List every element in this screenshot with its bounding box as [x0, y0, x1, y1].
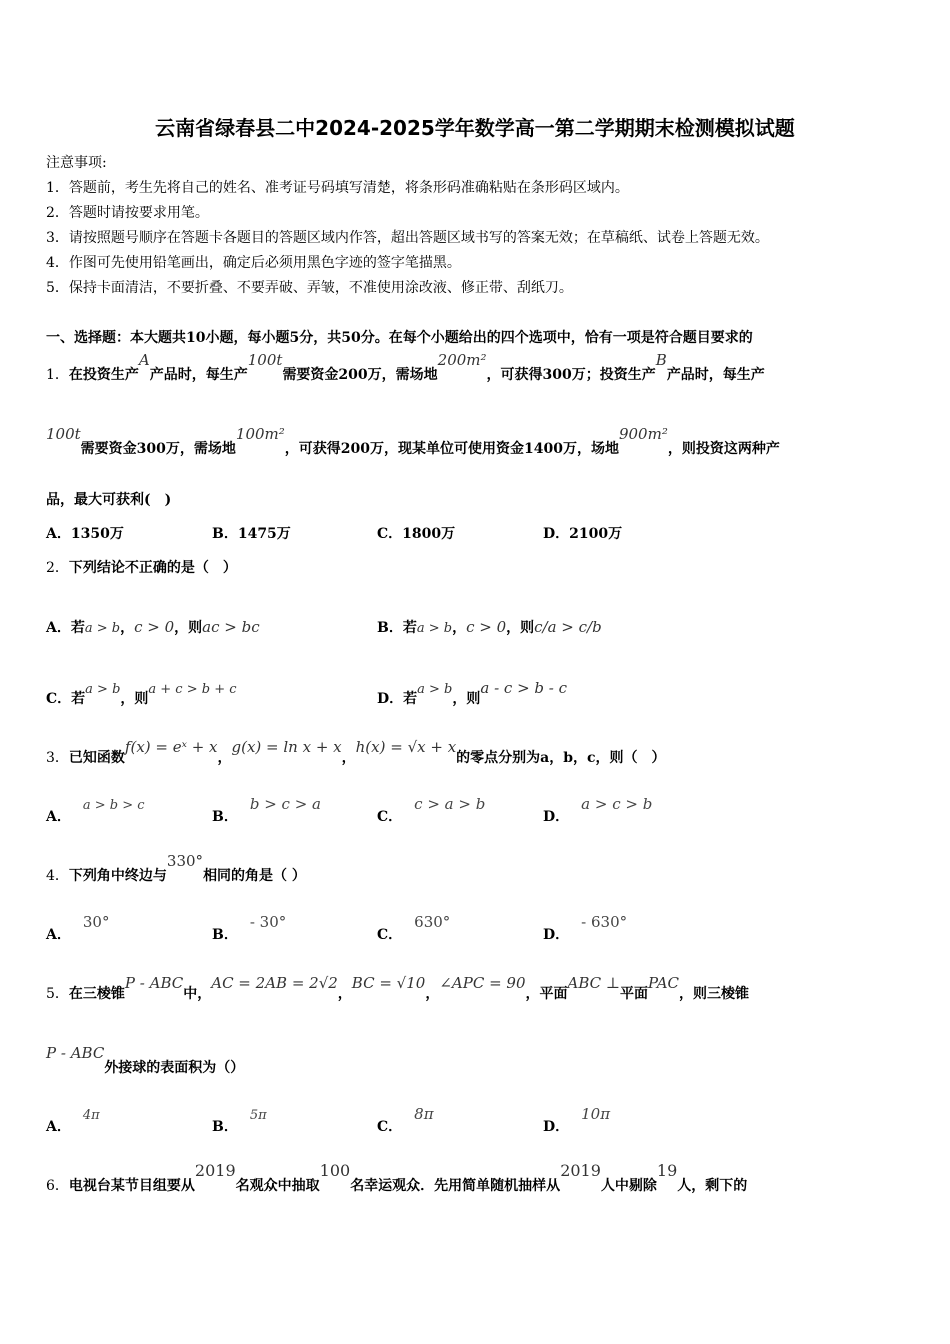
q4-text: 下列角中终边与: [68, 868, 167, 884]
q1-text: ，可获得200万，现某单位可使用资金1400万，场地: [284, 441, 619, 457]
q5-text: ，: [425, 986, 440, 1002]
option-label: A．: [46, 809, 71, 825]
q4-option-b: [212, 913, 287, 944]
question-1-line-1: [46, 351, 765, 384]
q3-text: 已知函数: [68, 750, 125, 766]
math-expr: 100t: [247, 351, 283, 369]
notice-item-3: 3．请按照题号顺序在答题卡各题目的答题区域内作答，超出答题区域书写的答案无效；在草稿纸、试卷上答题无效。: [46, 230, 769, 246]
question-number: 5．: [46, 986, 69, 1002]
math-expr: ∠APC = 90: [439, 974, 526, 992]
math-expr: a > b: [417, 682, 453, 697]
option-label: C．若: [46, 691, 86, 707]
q1-text: 需要资金300万，需场地: [80, 441, 236, 457]
math-expr: 2019: [194, 1161, 236, 1180]
math-expr: f(x) = eˣ + x: [124, 738, 218, 756]
math-expr: AC = 2AB = 2√2: [211, 974, 338, 992]
question-1-line-3: 品，最大可获利( ): [46, 492, 172, 508]
math-expr: ac > bc: [202, 618, 260, 636]
q2-text: ，则: [506, 620, 535, 636]
math-expr: a > b: [85, 682, 121, 697]
notice-item-5: 5．保持卡面清洁，不要折叠、不要弄破、弄皱，不准使用涂改液、修正带、刮纸刀。: [46, 280, 573, 296]
option-label: D．: [543, 927, 570, 943]
question-4-stem: [46, 852, 306, 885]
option-label: C．: [377, 927, 403, 943]
q2-option-c: [46, 682, 237, 708]
math-expr: b > c > a: [249, 795, 321, 813]
math-expr: 630°: [414, 913, 451, 931]
math-expr: c > a > b: [414, 795, 486, 813]
math-expr: 30°: [82, 913, 110, 931]
q1-text: 产品时，每生产: [149, 367, 248, 383]
q5-text: ，则三棱锥: [679, 986, 750, 1002]
math-expr: a > b > c: [82, 798, 145, 813]
question-number: 3．: [46, 750, 69, 766]
q2-text: 下列结论不正确的是（ ）: [68, 560, 237, 576]
math-expr: 900m²: [618, 425, 668, 443]
math-expr: 200m²: [437, 351, 487, 369]
q5-text: 在三棱锥: [68, 986, 125, 1002]
math-expr: 4π: [82, 1108, 100, 1123]
q5-option-d: [543, 1105, 611, 1136]
option-label: D．: [543, 1119, 570, 1135]
q3-option-d: [543, 795, 653, 826]
math-expr: PAC: [648, 974, 680, 992]
q2-option-d: [377, 679, 568, 708]
q6-text: 电视台某节目组要从: [68, 1178, 195, 1194]
math-expr: 100m²: [235, 425, 285, 443]
notice-item-4: 4．作图可先使用铅笔画出，确定后必须用黑色字迹的签字笔描黑。: [46, 255, 461, 271]
math-expr: c > 0: [134, 618, 175, 636]
math-expr: - 30°: [249, 913, 287, 931]
q2-text: ，: [452, 620, 467, 636]
math-expr: 8π: [414, 1105, 434, 1123]
q5-option-c: [377, 1105, 434, 1136]
option-label: B．若: [377, 620, 417, 636]
math-expr: ABC ⊥: [567, 974, 620, 992]
notice-item-2: 2．答题时请按要求用笔。: [46, 205, 209, 221]
math-expr: c > 0: [466, 618, 507, 636]
math-expr: 330°: [166, 852, 204, 870]
q5-text: 中，: [183, 986, 212, 1002]
math-expr: 100: [319, 1161, 351, 1180]
math-expr: 10π: [581, 1105, 611, 1123]
q1-option-b: B．1475万: [212, 526, 291, 542]
q6-text: 名幸运观众．先用简单随机抽样从: [350, 1178, 561, 1194]
q2-option-a: [46, 617, 260, 637]
math-expr: P - ABC: [124, 974, 184, 992]
question-number: 6．: [46, 1178, 69, 1194]
option-label: B．: [212, 927, 238, 943]
option-label: A．若: [46, 620, 85, 636]
q3-option-c: [377, 795, 486, 826]
notice-item-1: 1．答题前，考生先将自己的姓名、准考证号码填写清楚，将条形码准确粘贴在条形码区域内。: [46, 180, 629, 196]
question-6-line-1: [46, 1161, 748, 1195]
q5-text: ，: [337, 986, 352, 1002]
q3-text: ，: [217, 750, 232, 766]
math-expr: a - c > b - c: [480, 679, 568, 697]
question-5-line-1: [46, 974, 750, 1003]
math-expr: - 630°: [581, 913, 628, 931]
q3-option-b: [212, 795, 321, 826]
math-expr: A: [138, 351, 150, 369]
option-label: A．: [46, 1119, 71, 1135]
q6-text: 名观众中抽取: [235, 1178, 320, 1194]
q5-option-a: [46, 1108, 100, 1136]
math-expr: g(x) = ln x + x: [231, 738, 342, 756]
q1-option-a: A．1350万: [46, 526, 124, 542]
q5-text: 外接球的表面积为（）: [104, 1060, 245, 1076]
math-expr: a > b: [84, 621, 121, 636]
q2-text: ，: [120, 620, 135, 636]
math-expr: a > b: [416, 621, 453, 636]
option-label: B．: [212, 809, 238, 825]
math-expr: P - ABC: [46, 1044, 105, 1062]
q5-option-b: [212, 1108, 267, 1136]
math-expr: h(x) = √x + x: [355, 738, 457, 756]
q1-text: 需要资金200万，需场地: [282, 367, 438, 383]
page-title: 云南省绿春县二中2024-2025学年数学高一第二学期期末检测模拟试题: [155, 116, 795, 140]
math-expr: a + c > b + c: [148, 682, 237, 697]
option-label: A．: [46, 927, 71, 943]
math-expr: BC = √10: [351, 974, 426, 992]
math-expr: c/a > c/b: [534, 618, 602, 636]
question-5-line-2: [46, 1044, 245, 1077]
math-expr: 5π: [249, 1108, 267, 1123]
question-number: 4．: [46, 868, 69, 884]
question-1-line-2: [46, 425, 780, 458]
math-expr: 100t: [46, 425, 81, 443]
q2-text: ，则: [174, 620, 203, 636]
q6-text: 人中剔除: [600, 1178, 657, 1194]
q5-text: 平面: [620, 986, 648, 1002]
option-label: C．: [377, 809, 403, 825]
q1-text: 产品时，每生产: [666, 367, 765, 383]
q3-option-a: [46, 798, 145, 826]
notice-heading: 注意事项:: [46, 155, 107, 171]
q6-text: 人，剩下的: [677, 1178, 748, 1194]
q1-option-d: D．2100万: [543, 526, 623, 542]
question-3-stem: [46, 738, 666, 767]
option-label: C．: [377, 1119, 403, 1135]
q2-option-b: [377, 617, 602, 637]
question-2-stem: [46, 557, 237, 577]
q4-option-d: [543, 913, 628, 944]
q5-text: ，平面: [525, 986, 568, 1002]
section-heading: 一、选择题：本大题共10小题，每小题5分，共50分。在每个小题给出的四个选项中，恰有一项是符合题目要求的: [46, 330, 753, 346]
option-label: D．: [543, 809, 570, 825]
q1-text: 在投资生产: [68, 367, 139, 383]
q1-text: ，则投资这两种产: [667, 441, 780, 457]
q3-text: 的零点分别为a，b，c，则（ ）: [456, 750, 666, 766]
question-number: 1．: [46, 367, 69, 383]
option-label: D．若: [377, 691, 418, 707]
q4-option-c: [377, 913, 451, 944]
math-expr: 2019: [560, 1161, 601, 1180]
math-expr: a > c > b: [581, 795, 653, 813]
question-number: 2．: [46, 560, 69, 576]
q4-option-a: [46, 913, 110, 944]
q1-text: ，可获得300万；投资生产: [486, 367, 656, 383]
q2-text: ，则: [120, 691, 149, 707]
q2-text: ，则: [452, 691, 481, 707]
q4-text: 相同的角是（ ）: [203, 868, 306, 884]
math-expr: B: [655, 351, 667, 369]
q3-text: ，: [341, 750, 356, 766]
q1-option-c: C．1800万: [377, 526, 456, 542]
option-label: B．: [212, 1119, 238, 1135]
math-expr: 19: [656, 1161, 678, 1180]
